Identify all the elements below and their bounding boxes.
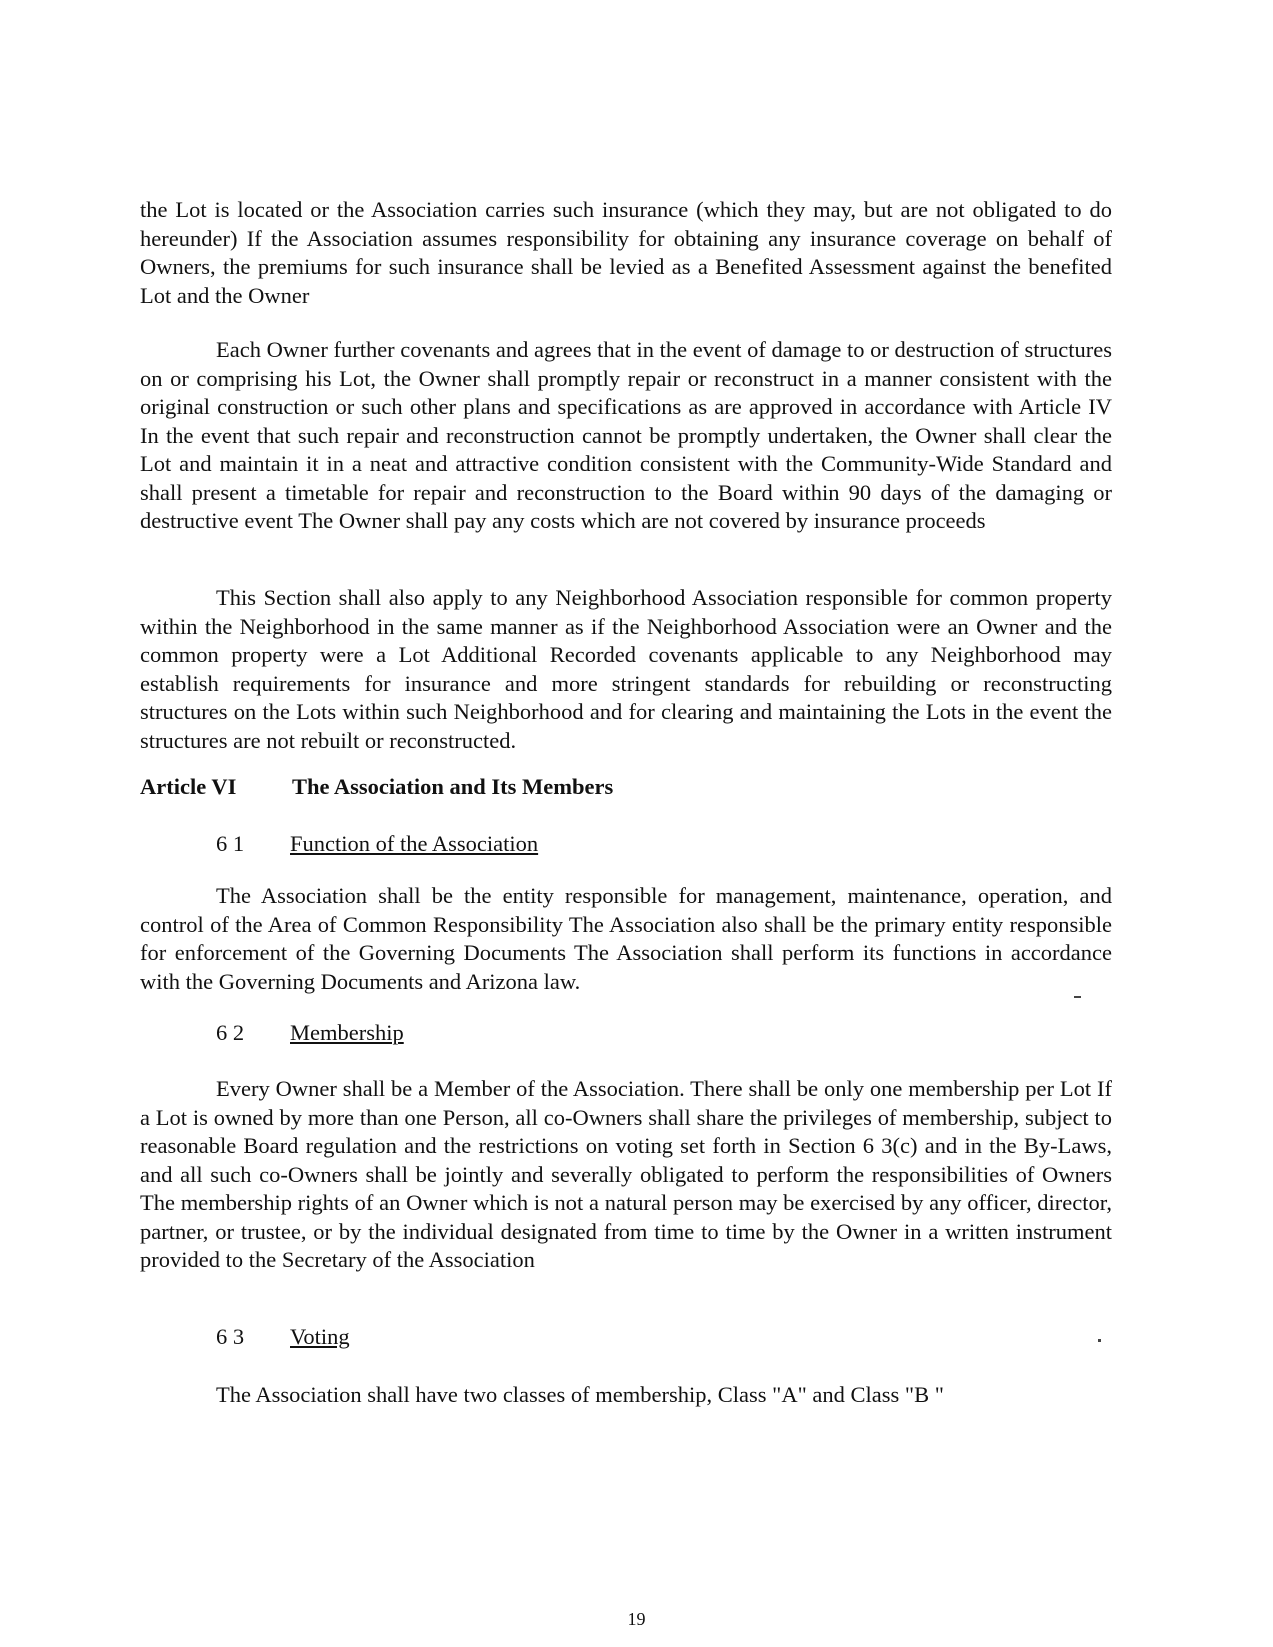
section-heading-membership — [216, 1019, 404, 1048]
section-title: Function of the Association — [290, 831, 539, 856]
scan-speck — [1098, 1339, 1101, 1342]
section-number: 6 2 — [216, 1020, 245, 1045]
article-heading — [140, 773, 613, 802]
paragraph-membership: Every Owner shall be a Member of the Association. There shall be only one membership per Lot If a Lot is owned by more than one Person, all co-Owners shall share the privileges of membership, subject to reasonable Board regulation and the restrictions on voting set forth in Section 6 3(c) and in the By-Laws, and all such co-Owners shall be jointly and severally obligated to perform the responsibilities of Owners The membership rights of an Owner which is not a natural person may be exercised by any officer, director, partner, or trustee, or by the individual designated from time to time by the Owner in a written instrument provided to the Secretary of the Association — [140, 1076, 1112, 1272]
section-title: Membership — [290, 1020, 404, 1045]
paragraph-insurance-continued: the Lot is located or the Association carries such insurance (which they may, but are not obligated to do hereunder) If the Association assumes responsibility for obtaining any insurance coverage on behalf of Owners, the premiums for such insurance shall be levied as a Benefited Assessment against the benefited Lot and the Owner — [140, 197, 1112, 308]
section-number: 6 3 — [216, 1324, 245, 1349]
section-title: Voting — [290, 1324, 350, 1349]
page-number: 19 — [627, 1609, 646, 1629]
article-title: The Association and Its Members — [292, 774, 614, 799]
paragraph-function-of-association: The Association shall be the entity responsible for management, maintenance, operation, and control of the Area of Common Responsibility The Association also shall be the primary entity responsible for enforcement of the Governing Documents The Association shall perform its functions in accordance with the Governing Documents and Arizona law. — [140, 883, 1112, 994]
article-label: Article VI — [140, 774, 237, 799]
section-number: 6 1 — [216, 831, 245, 856]
paragraph-owner-repair: Each Owner further covenants and agrees that in the event of damage to or destruction of structures on or comprising his Lot, the Owner shall promptly repair or reconstruct in a manner consistent with the original construction or such other plans and specifications as are approved in accordance with Article IV In the event that such repair and reconstruction cannot be promptly undertaken, the Owner shall clear the Lot and maintain it in a neat and attractive condition consistent with the Community-Wide Standard and shall present a timetable for repair and reconstruction to the Board within 90 days of the damaging or destructive event The Owner shall pay any costs which are not covered by insurance proceeds — [140, 337, 1112, 533]
section-heading-function — [216, 830, 538, 859]
scan-speck — [1074, 996, 1081, 998]
section-heading-voting — [216, 1323, 350, 1352]
paragraph-voting-classes: The Association shall have two classes of membership, Class "A" and Class "B " — [216, 1382, 944, 1407]
paragraph-neighborhood-association: This Section shall also apply to any Neighborhood Association responsible for common property within the Neighborhood in the same manner as if the Neighborhood Association were an Owner and the common property were a Lot Additional Recorded covenants applicable to any Neighborhood may establish requirements for insurance and more stringent standards for rebuilding or reconstructing structures on the Lots within such Neighborhood and for clearing and maintaining the Lots in the event the structures are not rebuilt or reconstructed. — [140, 585, 1112, 753]
